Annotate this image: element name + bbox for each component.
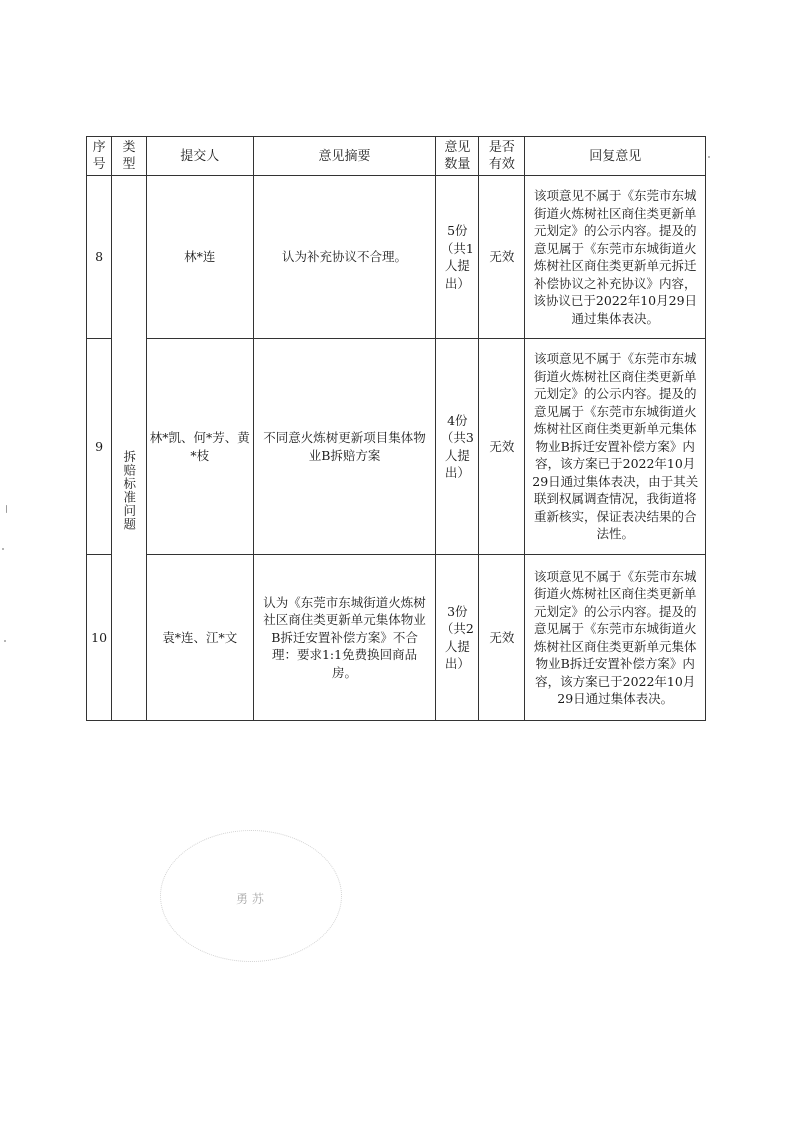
row-valid: 无效: [479, 555, 525, 721]
scan-speck: [4, 640, 6, 642]
row-submitter: 袁*连、江*文: [146, 555, 253, 721]
row-reply: 该项意见不属于《东莞市东城街道火炼树社区商住类更新单元划定》的公示内容。提及的意见属于《东莞市东城街道火炼树社区商住类更新单元拆迁补偿协议之补充协议》内容，该协议已于2022年10月29日通过集体表决。: [525, 176, 706, 339]
category-cell: [112, 176, 147, 721]
row-count: 3份（共2人提出）: [436, 555, 479, 721]
row-submitter: 林*连: [146, 176, 253, 339]
row-submitter: 林*凯、何*芳、黄*枝: [146, 339, 253, 555]
row-summary: 认为补充协议不合理。: [253, 176, 436, 339]
row-valid: 无效: [479, 339, 525, 555]
opinions-table: [86, 136, 706, 721]
header-count: 意见数量: [436, 137, 479, 176]
row-reply: 该项意见不属于《东莞市东城街道火炼树社区商住类更新单元划定》的公示内容。提及的意见属于《东莞市东城街道火炼树社区商住类更新单元集体物业B拆迁安置补偿方案》内容，该方案已于2022年10月29日通过集体表决。: [525, 555, 706, 721]
stamp-text: 勇 苏: [236, 892, 264, 906]
row-valid: 无效: [479, 176, 525, 339]
table-header-row: [87, 137, 706, 176]
row-count: 4份（共3人提出）: [436, 339, 479, 555]
header-valid: 是否有效: [479, 137, 525, 176]
header-reply: 回复意见: [525, 137, 706, 176]
scan-speck: [2, 548, 4, 550]
row-reply: 该项意见不属于《东莞市东城街道火炼树社区商住类更新单元划定》的公示内容。提及的意见属于《东莞市东城街道火炼树社区商住类更新单元集体物业B拆迁安置补偿方案》内容，该方案已于2022年10月29日通过集体表决，由于其关联到权属调查情况，我街道将重新核实，保证表决结果的合法性。: [525, 339, 706, 555]
row-summary: 不同意火炼树更新项目集体物业B拆赔方案: [253, 339, 436, 555]
row-summary: 认为《东莞市东城街道火炼树社区商住类更新单元集体物业B拆迁安置补偿方案》不合理：要求1:1免费换回商品房。: [253, 555, 436, 721]
header-submitter: 提交人: [146, 137, 253, 176]
table-row: [87, 176, 706, 339]
header-no: 序号: [87, 137, 112, 176]
scan-speck: [6, 505, 7, 513]
table-row: [87, 339, 706, 555]
table-row: [87, 555, 706, 721]
row-no: 8: [87, 176, 112, 339]
category-label: 拆赔标准问题: [121, 450, 137, 532]
row-no: 9: [87, 339, 112, 555]
scan-speck: [708, 156, 710, 158]
row-no: 10: [87, 555, 112, 721]
row-count: 5份（共1人提出）: [436, 176, 479, 339]
header-type: 类型: [112, 137, 147, 176]
header-summary: 意见摘要: [253, 137, 436, 176]
